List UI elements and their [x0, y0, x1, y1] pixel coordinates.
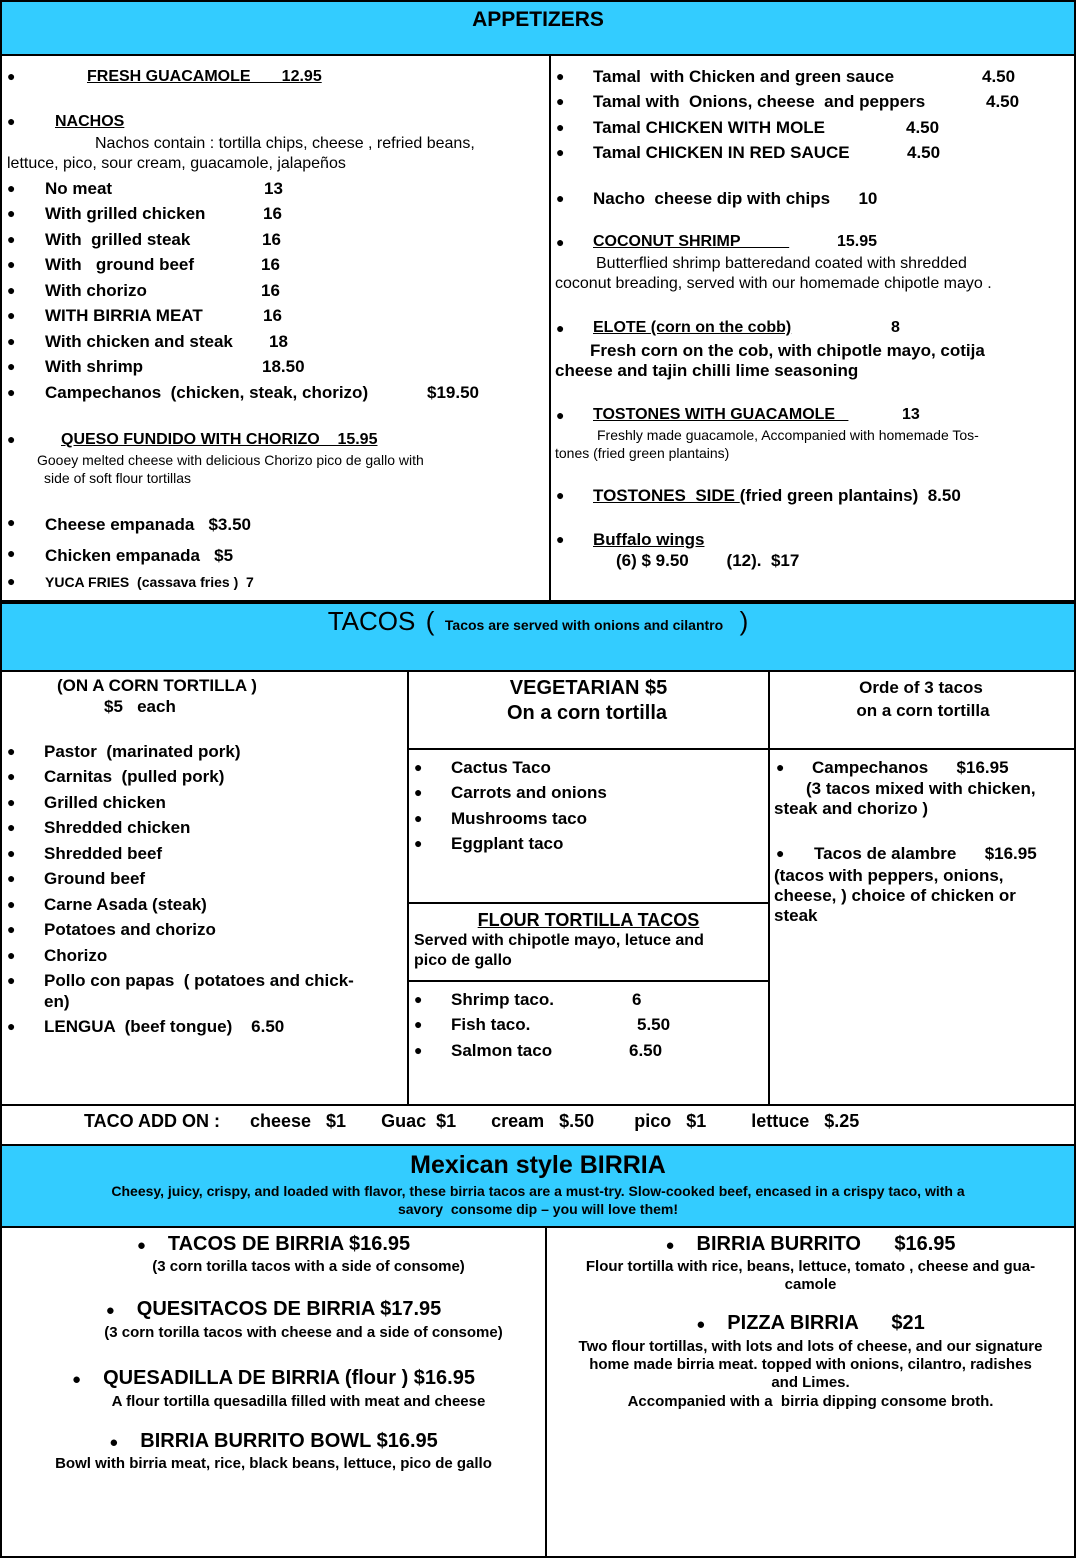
nachos-item-name: With ground beef: [45, 255, 195, 274]
bullet: ●: [665, 1237, 675, 1254]
bullet: ●: [7, 845, 16, 861]
bullet: ●: [414, 991, 423, 1007]
nachos-item-price: $19.50: [427, 383, 479, 402]
bullet: ●: [696, 1316, 706, 1333]
elote-description: Fresh corn on the cob, with chipotle mayo, cotija: [590, 341, 985, 360]
guacamole-item: FRESH GUACAMOLE 12.95: [87, 68, 322, 85]
nachos-description: lettuce, pico, sour cream, guacamole, jalapeños: [7, 155, 346, 172]
tostones-side-title: TOSTONES SIDE: [593, 486, 740, 505]
birria-item: [0, 1430, 547, 1453]
corn-taco-item: Grilled chicken: [44, 793, 166, 812]
bullet: ●: [7, 231, 16, 247]
birria-item-title: TACOS DE BIRRIA $16.95: [167, 1233, 411, 1255]
vegetarian-item: Eggplant taco: [451, 834, 564, 853]
vegetarian-title: VEGETARIAN $5: [509, 677, 668, 699]
nacho-cheese-dip: Nacho cheese dip with chips 10: [593, 189, 878, 208]
flour-tortilla-description: Served with chipotle mayo, letuce and: [414, 932, 704, 949]
birria-left-panel: [0, 1226, 547, 1558]
corn-tortilla-title: (ON A CORN TORTILLA ): [57, 676, 257, 695]
bullet: ●: [7, 896, 16, 912]
alambre-title: Tacos de alambre $16.95: [814, 844, 1037, 863]
bullet: ●: [556, 93, 565, 109]
tostones-side: [593, 486, 961, 506]
cheese-empanada: Cheese empanada $3.50: [45, 515, 252, 534]
bullet: ●: [7, 819, 16, 835]
birria-item: [545, 1312, 1076, 1335]
tacos-title: TACOS: [327, 606, 416, 636]
birria-burrito-description: camole: [784, 1276, 837, 1293]
tacos-title-line: [0, 607, 1076, 637]
bullet: ●: [7, 358, 16, 374]
birria-item-title: BIRRIA BURRITO BOWL $16.95: [140, 1430, 438, 1452]
birria-item-description: (3 corn torilla tacos with a side of consome): [152, 1258, 465, 1275]
birria-item: [0, 1367, 547, 1390]
nachos-item-price: 18.50: [262, 357, 305, 376]
bullet: ●: [556, 407, 565, 423]
bullet: ●: [414, 1016, 423, 1032]
elote-price: 8: [891, 319, 900, 336]
order-of-3-title: Orde of 3 tacos: [859, 678, 983, 697]
bullet: ●: [136, 1237, 146, 1254]
bullet: ●: [556, 234, 565, 250]
bullet: ●: [7, 870, 16, 886]
coconut-shrimp-title: COCONUT SHRIMP: [593, 233, 790, 250]
bullet: ●: [7, 256, 16, 272]
corn-taco-item: Chorizo: [44, 946, 108, 965]
flour-taco-name: Fish taco.: [451, 1015, 531, 1034]
bullet: ●: [7, 282, 16, 298]
flour-tortilla-description: pico de gallo: [414, 952, 512, 969]
birria-item-description: Bowl with birria meat, rice, black beans, lettuce, pico de gallo: [55, 1455, 492, 1472]
bullet: ●: [7, 307, 16, 323]
bullet: ●: [7, 921, 16, 937]
corn-taco-item: Carne Asada (steak): [44, 895, 207, 914]
nachos-item-price: 16: [263, 306, 282, 325]
nachos-item-name: With chicken and steak: [45, 332, 233, 351]
birria-item-description: A flour tortilla quesadilla filled with meat and cheese: [111, 1393, 486, 1410]
bullet: ●: [414, 759, 423, 775]
bullet: ●: [556, 119, 565, 135]
bullet: ●: [556, 144, 565, 160]
birria-item: [545, 1233, 1076, 1256]
nachos-item-name: With grilled steak: [45, 230, 191, 249]
bullet: ●: [414, 1042, 423, 1058]
tamal-name: Tamal with Onions, cheese and peppers: [593, 92, 926, 111]
nachos-title: NACHOS: [55, 113, 125, 130]
nachos-item-price: 18: [269, 332, 288, 351]
bullet: ●: [776, 845, 785, 861]
tamal-name: Tamal CHICKEN IN RED SAUCE: [593, 143, 850, 162]
bullet: ●: [7, 768, 16, 784]
flour-taco-name: Shrimp taco.: [451, 990, 554, 1009]
birria-item-title: QUESITACOS DE BIRRIA $17.95: [136, 1298, 442, 1320]
nachos-description: Nachos contain : tortilla chips, cheese , refried beans,: [95, 135, 475, 152]
bullet: ●: [7, 431, 16, 447]
corn-taco-item: Ground beef: [44, 869, 146, 888]
bullet: ●: [7, 113, 16, 129]
buffalo-wings-title: Buffalo wings: [593, 530, 705, 549]
tacos-note: Tacos are served with onions and cilantro: [444, 617, 724, 633]
bullet: ●: [7, 384, 16, 400]
pizza-birria-title: PIZZA BIRRIA $21: [727, 1312, 925, 1334]
corn-taco-item: Potatoes and chorizo: [44, 920, 216, 939]
bullet: ●: [556, 531, 565, 547]
bullet: ●: [7, 743, 16, 759]
vegetarian-item: Carrots and onions: [451, 783, 607, 802]
pizza-birria-description: Two flour tortillas, with lots and lots of cheese, and our signature: [578, 1338, 1043, 1355]
bullet: ●: [556, 190, 565, 206]
nachos-item-price: 16: [262, 230, 281, 249]
birria-description: Cheesy, juicy, crispy, and loaded with flavor, these birria tacos are a must-try. Slow-cooked beef, encased in a crispy taco, with a: [111, 1183, 965, 1199]
bullet: ●: [776, 759, 785, 775]
alambre-description: steak: [774, 906, 818, 925]
alambre-description: (tacos with peppers, onions,: [774, 866, 1004, 885]
corn-taco-item: Shredded beef: [44, 844, 163, 863]
birria-item-description: (3 corn torilla tacos with cheese and a side of consome): [104, 1324, 503, 1341]
birria-item-title: QUESADILLA DE BIRRIA (flour ) $16.95: [103, 1367, 475, 1389]
bullet: ●: [7, 545, 16, 561]
bullet: ●: [7, 972, 16, 988]
nachos-item-price: 16: [261, 255, 280, 274]
bullet: ●: [414, 835, 423, 851]
nachos-item-name: With grilled chicken: [45, 204, 206, 223]
order-of-3-subtitle: on a corn tortilla: [856, 701, 990, 720]
tostones-side-detail: (fried green plantains) 8.50: [739, 486, 961, 505]
alambre-description: cheese, ) choice of chicken or: [774, 886, 1016, 905]
tostones-guacamole-title: TOSTONES WITH GUACAMOLE: [593, 406, 849, 423]
birria-burrito-description: Flour tortilla with rice, beans, lettuce, tomato , cheese and gua-: [585, 1258, 1036, 1275]
tostones-guacamole-price: 13: [902, 406, 920, 423]
chicken-empanada: Chicken empanada $5: [45, 546, 234, 565]
nachos-item-name: Campechanos (chicken, steak, chorizo): [45, 383, 369, 402]
nachos-item-name: No meat: [45, 179, 113, 198]
flour-taco-name: Salmon taco: [451, 1041, 553, 1060]
bullet: ●: [7, 180, 16, 196]
tacos-paren-open: (: [425, 606, 435, 636]
bullet: ●: [414, 784, 423, 800]
vegetarian-item: Cactus Taco: [451, 758, 551, 777]
corn-taco-item: Pastor (marinated pork): [44, 742, 241, 761]
corn-taco-item: Carnitas (pulled pork): [44, 767, 225, 786]
flour-tortilla-title: FLOUR TORTILLA TACOS: [477, 910, 700, 930]
tamal-price: 4.50: [982, 67, 1016, 86]
coconut-shrimp-description: Butterflied shrimp batteredand coated with shredded: [596, 255, 967, 272]
coconut-shrimp-description: coconut breading, served with our homemade chipotle mayo .: [555, 275, 992, 292]
vegetarian-item: Mushrooms taco: [451, 809, 588, 828]
bullet: ●: [414, 810, 423, 826]
tostones-guacamole-description: Freshly made guacamole, Accompanied with homemade Tos-: [597, 427, 979, 443]
pizza-birria-description: and Limes.: [771, 1374, 850, 1391]
buffalo-wings-prices: (6) $ 9.50 (12). $17: [616, 551, 800, 570]
pizza-birria-description: home made birria meat. topped with onions, cilantro, radishes: [589, 1356, 1032, 1373]
queso-fundido-title: QUESO FUNDIDO WITH CHORIZO 15.95: [61, 431, 378, 448]
tacos-paren-close: ): [739, 606, 749, 636]
campechanos-description: (3 tacos mixed with chicken,: [806, 779, 1036, 798]
corn-taco-item: Shredded chicken: [44, 818, 191, 837]
bullet: ●: [109, 1434, 119, 1451]
nachos-item-name: With chorizo: [45, 281, 147, 300]
bullet: ●: [7, 947, 16, 963]
birria-description: savory consome dip – you will love them!: [397, 1201, 679, 1217]
tamal-name: Tamal CHICKEN WITH MOLE: [593, 118, 826, 137]
nachos-item-price: 13: [264, 179, 283, 198]
birria-item: [0, 1298, 547, 1321]
queso-fundido-description: Gooey melted cheese with delicious Chorizo pico de gallo with: [37, 452, 424, 468]
birria-item: [0, 1233, 547, 1256]
bullet: ●: [7, 514, 16, 530]
bullet: ●: [7, 68, 16, 84]
birria-burrito-title: BIRRIA BURRITO $16.95: [696, 1233, 956, 1255]
yuca-fries: YUCA FRIES (cassava fries ) 7: [45, 574, 254, 590]
tamal-name: Tamal with Chicken and green sauce: [593, 67, 895, 86]
tostones-guacamole-description: tones (fried green plantains): [555, 445, 730, 461]
bullet: ●: [105, 1302, 115, 1319]
campechanos-title: Campechanos $16.95: [812, 758, 1009, 777]
vegetarian-subtitle: On a corn tortilla: [506, 702, 668, 724]
nachos-item-name: With shrimp: [45, 357, 144, 376]
campechanos-description: steak and chorizo ): [774, 799, 928, 818]
corn-taco-item-continued: en): [44, 992, 70, 1011]
taco-add-on-text: TACO ADD ON : cheese $1 Guac $1 cream $.50 pico $1 lettuce $.25: [84, 1111, 860, 1131]
flour-taco-price: 6: [632, 990, 642, 1009]
tamal-price: 4.50: [906, 118, 940, 137]
bullet: ●: [556, 320, 565, 336]
pizza-birria-description: Accompanied with a birria dipping consome broth.: [627, 1393, 994, 1410]
corn-taco-item: LENGUA (beef tongue) 6.50: [44, 1017, 285, 1036]
tamal-price: 4.50: [986, 92, 1020, 111]
bullet: ●: [7, 794, 16, 810]
birria-title: Mexican style BIRRIA: [410, 1151, 666, 1179]
bullet: ●: [7, 205, 16, 221]
bullet: ●: [72, 1371, 82, 1388]
nachos-item-price: 16: [263, 204, 282, 223]
nachos-item-name: WITH BIRRIA MEAT: [45, 306, 203, 325]
nachos-item-price: 16: [261, 281, 280, 300]
tamal-price: 4.50: [907, 143, 941, 162]
elote-title: ELOTE (corn on the cobb): [593, 319, 792, 336]
bullet: ●: [7, 573, 16, 589]
elote-description: cheese and tajin chilli lime seasoning: [555, 361, 859, 380]
bullet: ●: [7, 333, 16, 349]
bullet: ●: [556, 487, 565, 503]
flour-taco-price: 6.50: [629, 1041, 663, 1060]
queso-fundido-description: side of soft flour tortillas: [44, 470, 192, 486]
bullet: ●: [7, 1018, 16, 1034]
corn-tortilla-price: $5 each: [104, 697, 176, 716]
coconut-shrimp-price: 15.95: [837, 233, 878, 250]
bullet: ●: [556, 68, 565, 84]
appetizers-title: APPETIZERS: [472, 8, 604, 31]
flour-taco-price: 5.50: [637, 1015, 671, 1034]
corn-taco-item: Pollo con papas ( potatoes and chick-: [44, 971, 354, 990]
